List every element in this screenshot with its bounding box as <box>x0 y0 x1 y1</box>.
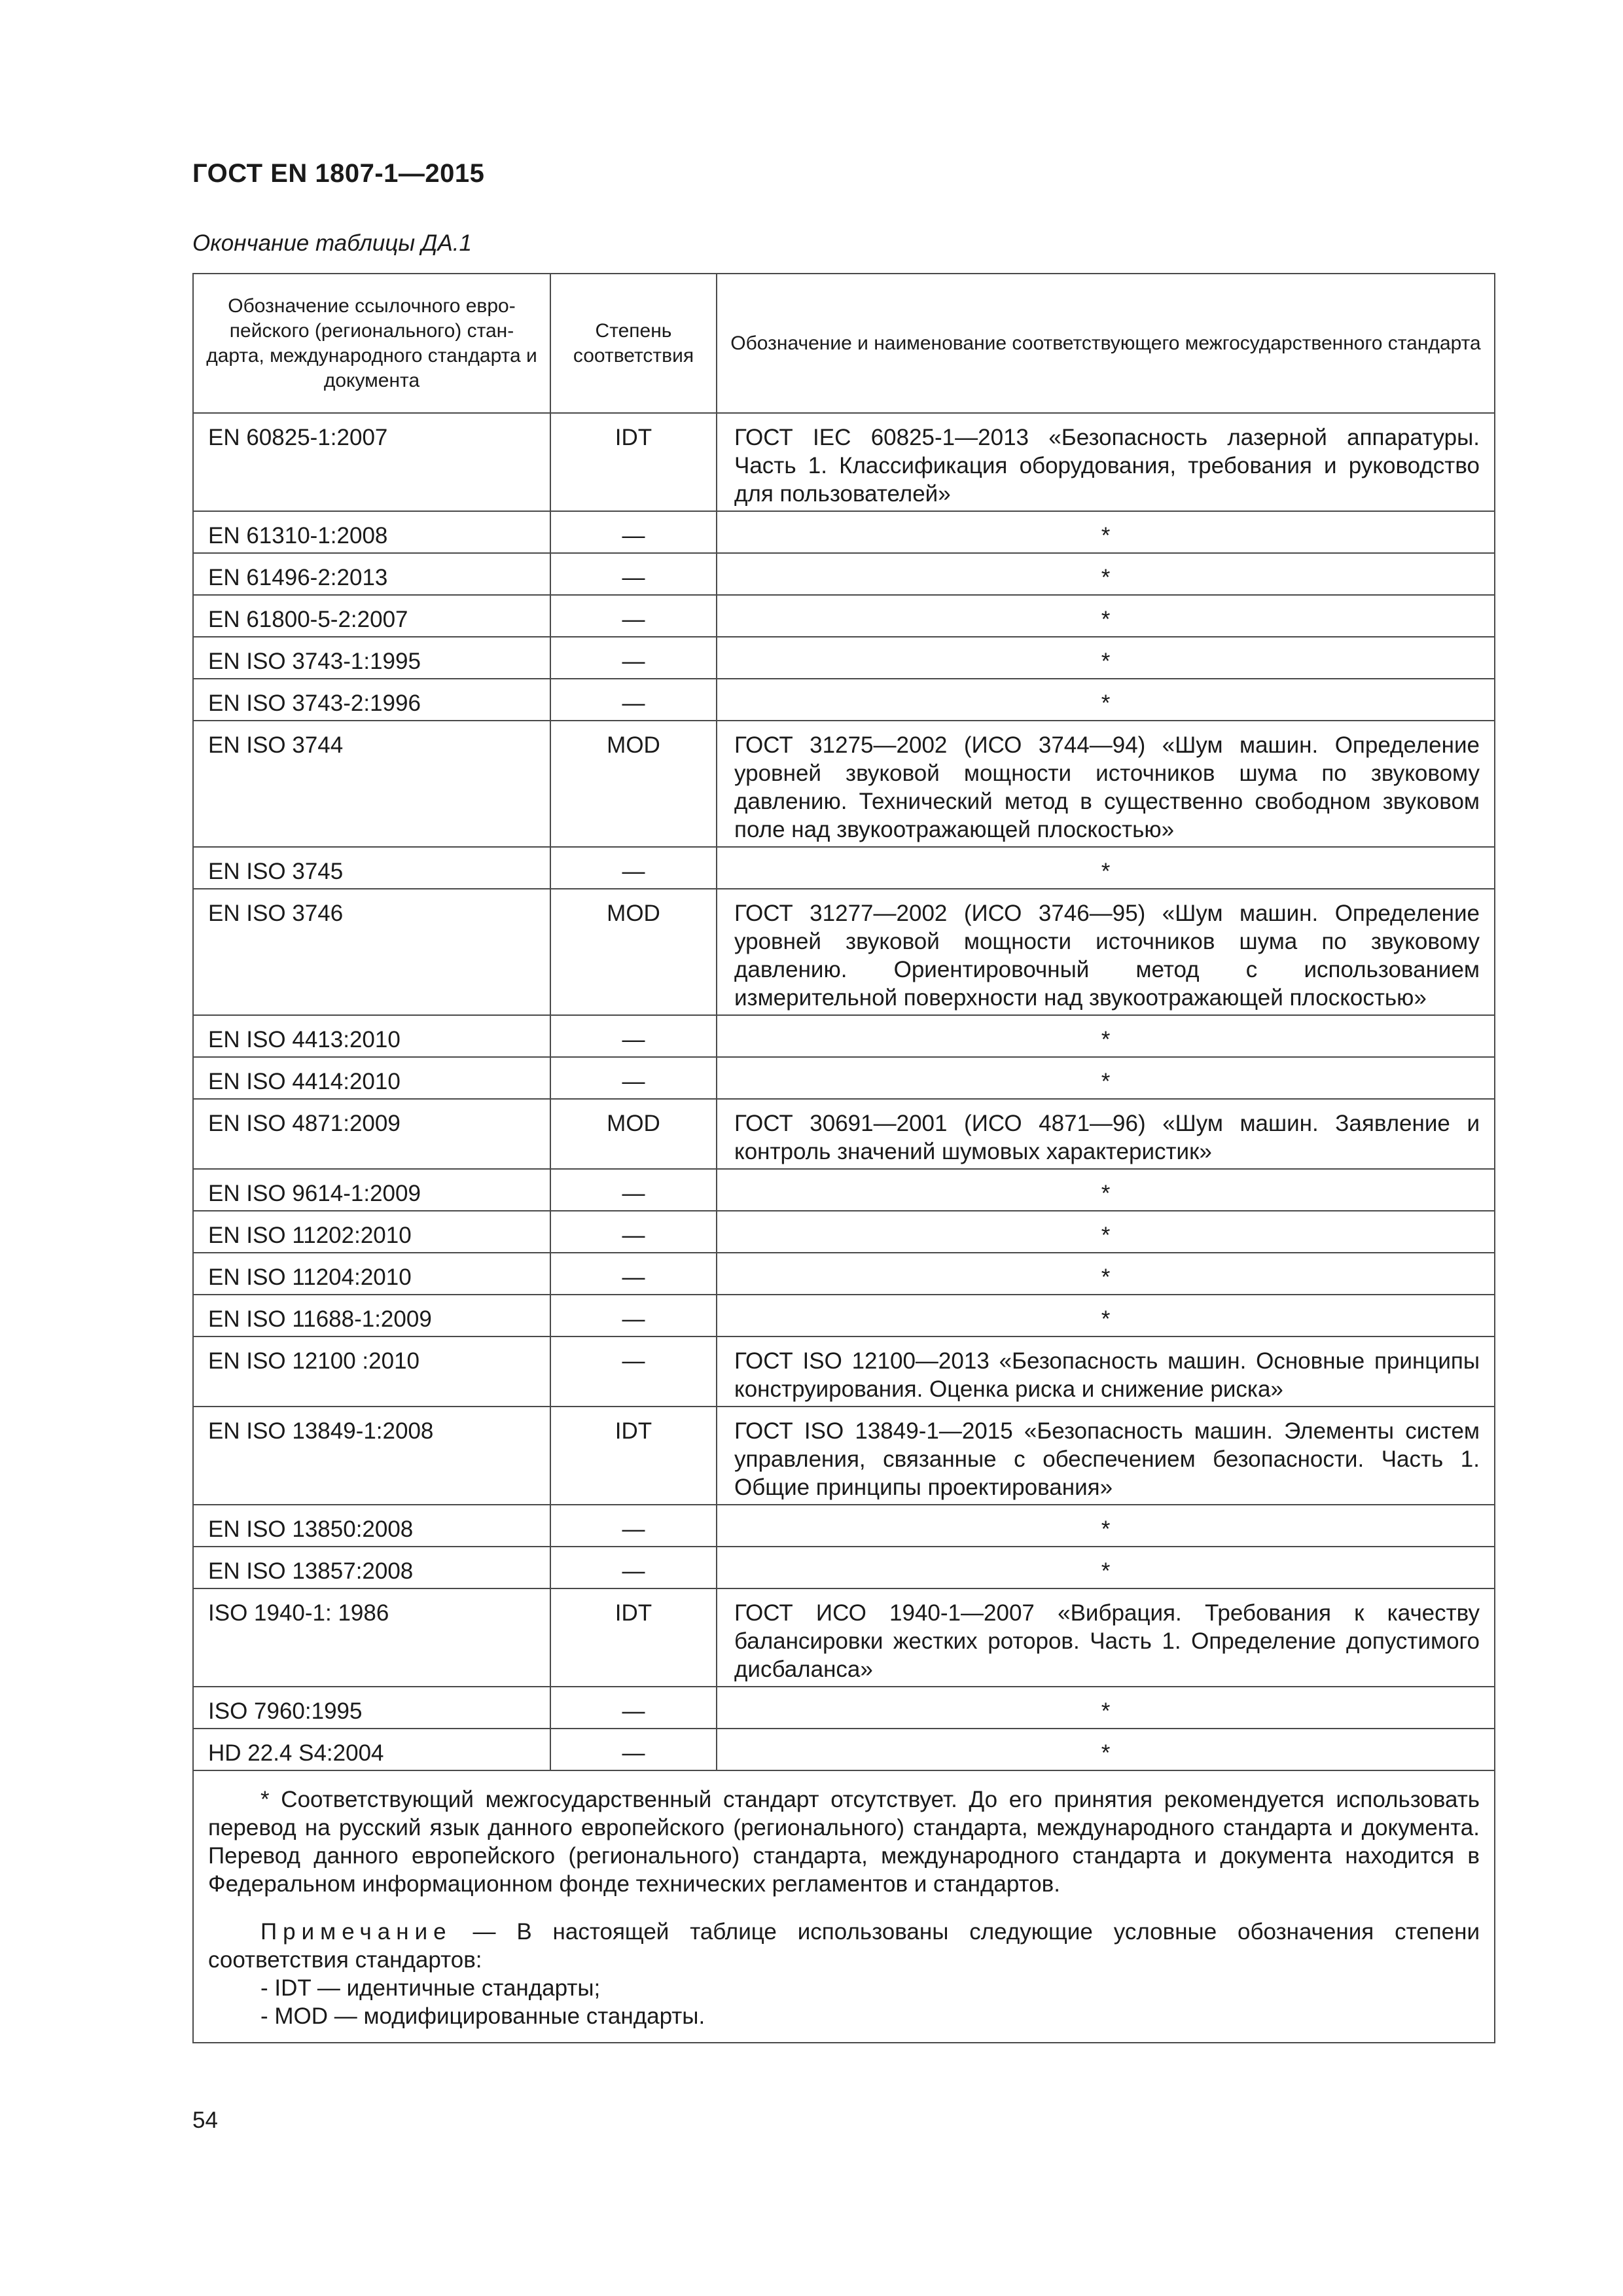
degree-cell: IDT <box>550 1588 717 1687</box>
reference-cell: EN ISO 11688-1:2009 <box>193 1295 550 1336</box>
reference-cell: EN ISO 3746 <box>193 889 550 1015</box>
note-list-item: - IDT — идентичные стандарты; <box>260 1975 601 2001</box>
degree-cell: — <box>550 1336 717 1407</box>
footnote: * Соответствующий межгосударственный стандарт отсутствует. До его принятия рекомендуется использовать перевод на русский язык данного европейского (регионального) стандарта, международного стандарта и документа. Перевод данного европейского (регионального) стандарта, международного стандарта и документа находится в Федеральном информационном фонде технических регламентов и стандартов. <box>208 1787 1480 1897</box>
table-row <box>193 721 1495 847</box>
reference-cell: EN ISO 13849-1:2008 <box>193 1407 550 1505</box>
table-row <box>193 637 1495 679</box>
column-header-interstate-standard: Обозначение и наименование соответствующего межгосударственного стандарта <box>717 274 1495 413</box>
note-list-item: - MOD — модифицированные стандарты. <box>260 2003 705 2029</box>
degree-cell: MOD <box>550 889 717 1015</box>
reference-cell: EN 60825-1:2007 <box>193 413 550 511</box>
reference-cell: HD 22.4 S4:2004 <box>193 1729 550 1770</box>
reference-cell: EN ISO 3743-2:1996 <box>193 679 550 721</box>
standard-name-cell: * <box>717 1295 1495 1336</box>
table-header-row <box>193 274 1495 413</box>
degree-cell: — <box>550 1547 717 1588</box>
document-title: ГОСТ EN 1807-1—2015 <box>192 159 485 188</box>
reference-cell: EN ISO 3744 <box>193 721 550 847</box>
note-paragraph <box>208 1918 1480 1974</box>
standard-name-cell: * <box>717 1729 1495 1770</box>
reference-cell: EN ISO 9614-1:2009 <box>193 1169 550 1211</box>
standard-name-cell: ГОСТ IEC 60825-1—2013 «Безопасность лазерной аппаратуры. Часть 1. Классификация оборудования, требования и руководство для пользователей» <box>717 413 1495 511</box>
table-row <box>193 1169 1495 1211</box>
standard-name-cell: ГОСТ ISO 12100—2013 «Безопасность машин. Основные принципы конструирования. Оценка риска и снижение риска» <box>717 1336 1495 1407</box>
degree-cell: — <box>550 595 717 637</box>
table-row <box>193 1057 1495 1099</box>
standard-name-cell: ГОСТ ИСО 1940-1—2007 «Вибрация. Требования к качеству балансировки жестких роторов. Часть 1. Определение допустимого дисбаланса» <box>717 1588 1495 1687</box>
degree-cell: IDT <box>550 413 717 511</box>
table-row <box>193 1099 1495 1169</box>
reference-cell: EN ISO 4413:2010 <box>193 1015 550 1057</box>
table-row <box>193 1336 1495 1407</box>
reference-cell: EN 61310-1:2008 <box>193 511 550 553</box>
standard-name-cell: ГОСТ 31277—2002 (ИСО 3746—95) «Шум машин. Определение уровней звуковой мощности источников шума по звуковому давлению. Ориентировочный метод с использованием измерительной поверхности над звукоотражающей плоскостью» <box>717 889 1495 1015</box>
note-list <box>208 1974 1480 2030</box>
table-row <box>193 413 1495 511</box>
table-row <box>193 679 1495 721</box>
column-header-degree: Степень соответствия <box>550 274 717 413</box>
degree-cell: IDT <box>550 1407 717 1505</box>
degree-cell: — <box>550 553 717 595</box>
degree-cell: — <box>550 1687 717 1729</box>
reference-cell: EN ISO 11202:2010 <box>193 1211 550 1253</box>
standard-name-cell: * <box>717 1057 1495 1099</box>
table-row <box>193 1407 1495 1505</box>
degree-cell: — <box>550 1057 717 1099</box>
degree-cell: — <box>550 637 717 679</box>
table-row <box>193 511 1495 553</box>
standard-name-cell: * <box>717 511 1495 553</box>
degree-cell: — <box>550 1211 717 1253</box>
reference-cell: EN ISO 3743-1:1995 <box>193 637 550 679</box>
standard-name-cell: ГОСТ 31275—2002 (ИСО 3744—94) «Шум машин. Определение уровней звуковой мощности источников шума по звуковому давлению. Технический метод в существенно свободном звуковом поле над звукоотражающей плоскостью» <box>717 721 1495 847</box>
standard-name-cell: * <box>717 1687 1495 1729</box>
standard-name-cell: * <box>717 637 1495 679</box>
degree-cell: — <box>550 679 717 721</box>
standards-table <box>192 273 1495 2043</box>
reference-cell: EN ISO 4871:2009 <box>193 1099 550 1169</box>
reference-cell: ISO 7960:1995 <box>193 1687 550 1729</box>
table-row <box>193 1729 1495 1770</box>
table-footer-row <box>193 1770 1495 2043</box>
standards-table-container <box>192 273 1494 2043</box>
standard-name-cell: * <box>717 1505 1495 1547</box>
reference-cell: EN ISO 13850:2008 <box>193 1505 550 1547</box>
degree-cell: MOD <box>550 721 717 847</box>
table-row <box>193 1253 1495 1295</box>
reference-cell: EN 61800-5-2:2007 <box>193 595 550 637</box>
table-row <box>193 1687 1495 1729</box>
table-row <box>193 553 1495 595</box>
table-footer-cell <box>193 1770 1495 2043</box>
degree-cell: — <box>550 1729 717 1770</box>
reference-cell: EN 61496-2:2013 <box>193 553 550 595</box>
column-header-reference: Обозначение ссылочного евро-пейского (регионального) стан-дарта, международного стандарта и документа <box>193 274 550 413</box>
reference-cell: ISO 1940-1: 1986 <box>193 1588 550 1687</box>
degree-cell: — <box>550 847 717 889</box>
degree-cell: — <box>550 1295 717 1336</box>
standard-name-cell: * <box>717 1015 1495 1057</box>
degree-cell: — <box>550 1015 717 1057</box>
table-caption: Окончание таблицы ДА.1 <box>192 230 472 256</box>
degree-cell: MOD <box>550 1099 717 1169</box>
table-row <box>193 1295 1495 1336</box>
table-row <box>193 847 1495 889</box>
degree-cell: — <box>550 1253 717 1295</box>
standard-name-cell: * <box>717 847 1495 889</box>
degree-cell: — <box>550 511 717 553</box>
table-row <box>193 1588 1495 1687</box>
reference-cell: EN ISO 3745 <box>193 847 550 889</box>
standard-name-cell: * <box>717 1169 1495 1211</box>
reference-cell: EN ISO 12100 :2010 <box>193 1336 550 1407</box>
table-row <box>193 595 1495 637</box>
standard-name-cell: ГОСТ ISO 13849-1—2015 «Безопасность машин. Элементы систем управления, связанные с обеспечением безопасности. Часть 1. Общие принципы проектирования» <box>717 1407 1495 1505</box>
standard-name-cell: * <box>717 553 1495 595</box>
table-row <box>193 889 1495 1015</box>
table-row <box>193 1505 1495 1547</box>
table-row <box>193 1015 1495 1057</box>
degree-cell: — <box>550 1505 717 1547</box>
standard-name-cell: * <box>717 1547 1495 1588</box>
note-label: Примечание <box>260 1919 452 1945</box>
page-number: 54 <box>192 2108 218 2133</box>
standard-name-cell: * <box>717 1253 1495 1295</box>
reference-cell: EN ISO 4414:2010 <box>193 1057 550 1099</box>
reference-cell: EN ISO 11204:2010 <box>193 1253 550 1295</box>
table-row <box>193 1547 1495 1588</box>
standard-name-cell: * <box>717 1211 1495 1253</box>
table-row <box>193 1211 1495 1253</box>
note-text: — В настоящей таблице использованы следующие условные обозначения степени соответствия стандартов: <box>208 1919 1480 1973</box>
standard-name-cell: ГОСТ 30691—2001 (ИСО 4871—96) «Шум машин. Заявление и контроль значений шумовых характеристик» <box>717 1099 1495 1169</box>
standard-name-cell: * <box>717 679 1495 721</box>
standard-name-cell: * <box>717 595 1495 637</box>
reference-cell: EN ISO 13857:2008 <box>193 1547 550 1588</box>
degree-cell: — <box>550 1169 717 1211</box>
